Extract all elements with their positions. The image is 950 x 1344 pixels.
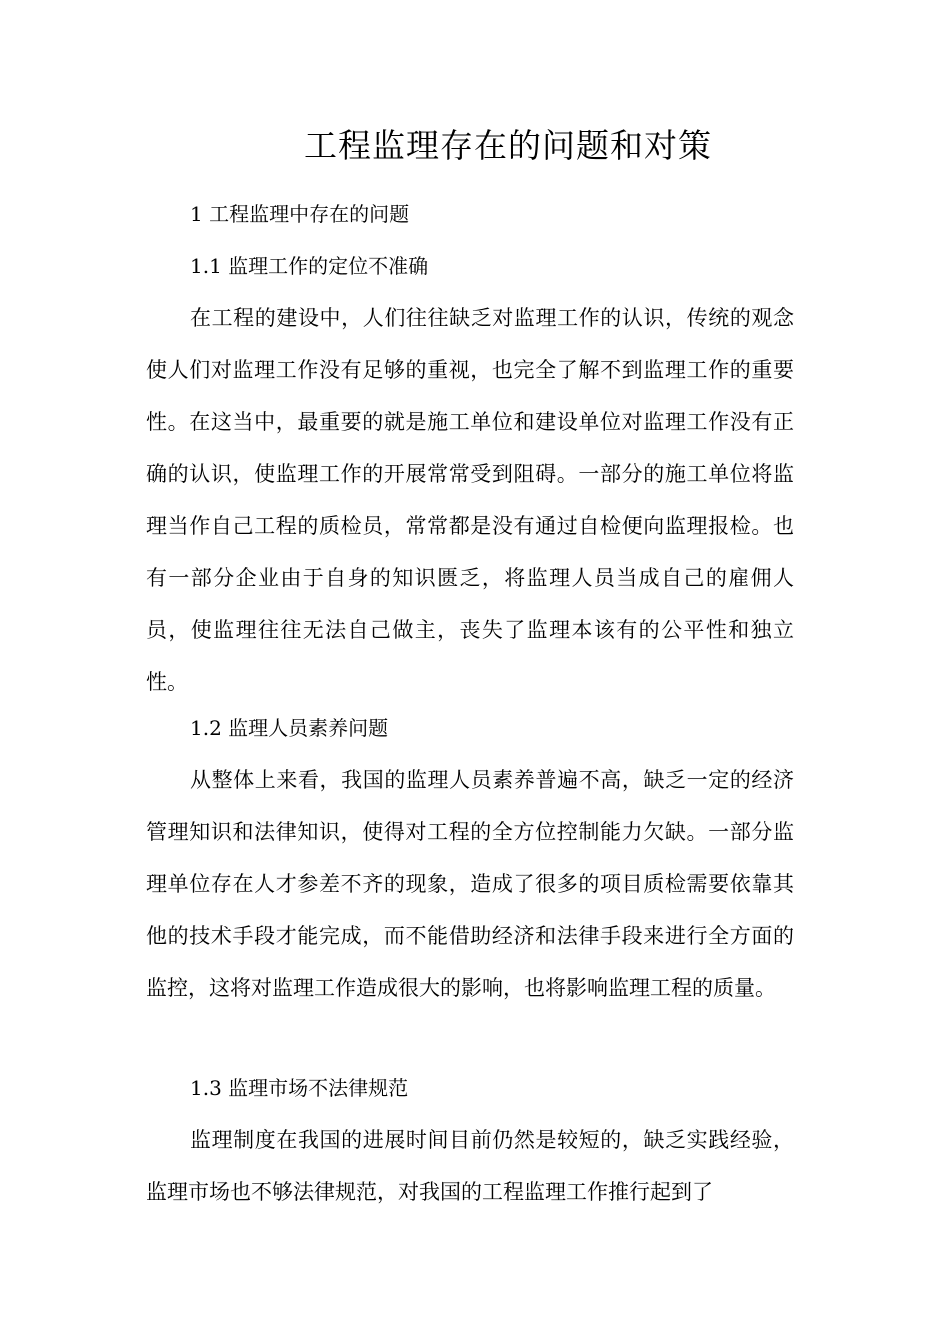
subsection-heading-1-2: 1.2 监理人员素养问题	[190, 716, 389, 740]
paragraph-1-2: 从整体上来看，我国的监理人员素养普遍不高，缺乏一定的经济管理知识和法律知识，使得对工程的全方位控制能力欠缺。一部分监理单位存在人才参差不齐的现象，造成了很多的项目质检需要依靠其他的技术手段才能完成，而不能借助经济和法律手段来进行全方面的监控，这将对监理工作造成很大的影响，也将影响监理工程的质量。	[146, 768, 794, 1000]
section-heading-1: 1 工程监理中存在的问题	[190, 202, 410, 226]
paragraph-1-1: 在工程的建设中，人们往往缺乏对监理工作的认识，传统的观念使人们对监理工作没有足够的重视，也完全了解不到监理工作的重要性。在这当中，最重要的就是施工单位和建设单位对监理工作没有正确的认识，使监理工作的开展常常受到阻碍。一部分的施工单位将监理当作自己工程的质检员，常常都是没有通过自检便向监理报检。也有一部分企业由于自身的知识匮乏，将监理人员当成自己的雇佣人员，使监理往往无法自己做主，丧失了监理本该有的公平性和独立性。	[146, 306, 794, 694]
subsection-heading-1-3: 1.3 监理市场不法律规范	[190, 1076, 409, 1100]
paragraph-1-3: 监理制度在我国的进展时间目前仍然是较短的，缺乏实践经验，监理市场也不够法律规范，对我国的工程监理工作推行起到了	[146, 1128, 794, 1204]
subsection-heading-1-1: 1.1 监理工作的定位不准确	[190, 254, 429, 278]
document-title: 工程监理存在的问题和对策	[304, 126, 712, 165]
